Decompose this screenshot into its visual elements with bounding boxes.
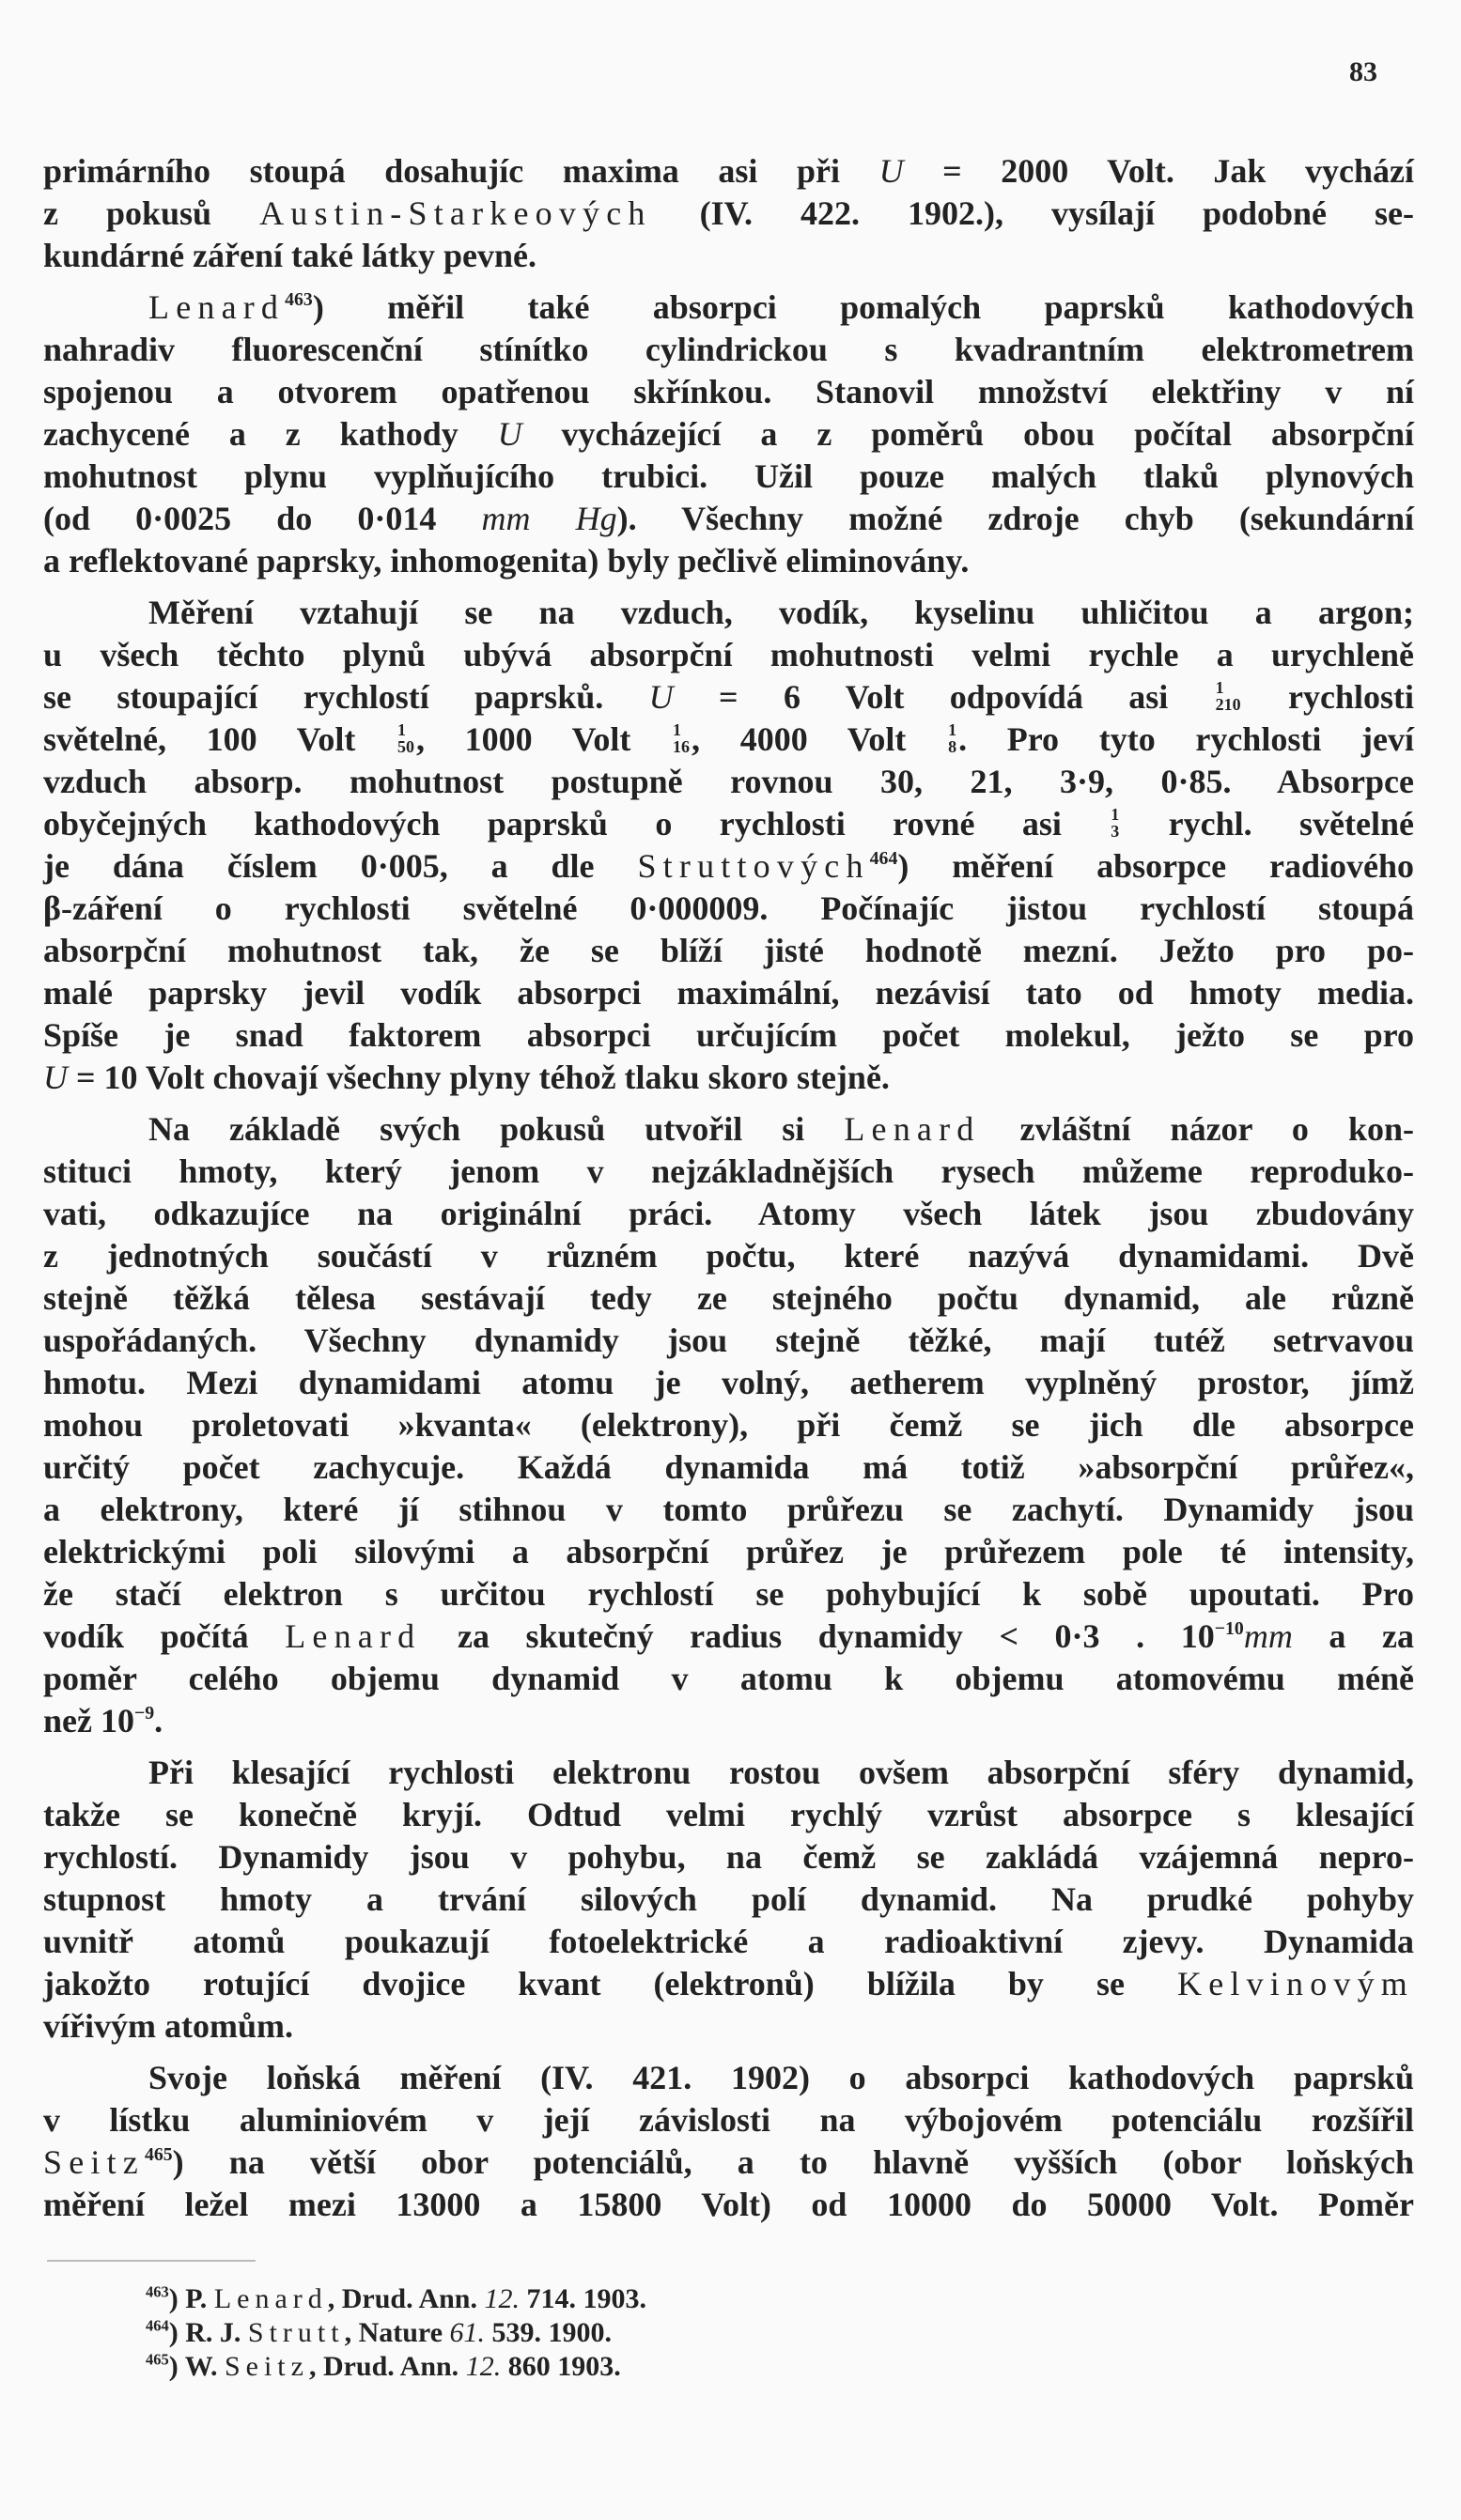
text-line <box>43 1108 1414 1151</box>
footnote-ref: 464 <box>869 848 898 870</box>
text-run: mohou proletovati »kvanta« (elektrony), při čemž se jich dle absorpce <box>43 1406 1414 1444</box>
spaced-name: Lenard <box>285 1617 422 1655</box>
text-run: ) měřil také absorpci pomalých paprsků kathodových <box>312 288 1414 326</box>
text-run: stejně těžká tělesa sestávají tedy ze stejného počtu dynamid, ale různě <box>43 1279 1414 1317</box>
text-run: obyčejných kathodových paprsků o rychlosti rovné asi <box>43 805 1110 843</box>
text-run: u všech těchto plynů ubývá absorpční mohutnosti velmi rychle a urychleně <box>43 636 1414 673</box>
spaced-name: Austin-Starkeových <box>259 194 652 232</box>
paragraph <box>43 592 1414 1099</box>
text-line <box>43 1878 1414 1921</box>
paragraph <box>43 150 1414 277</box>
fraction-numerator: 1 <box>397 719 406 739</box>
footnote-ref: −10 <box>1214 1618 1244 1640</box>
text-line <box>43 1057 1414 1099</box>
text-line <box>43 676 1414 719</box>
text-line <box>43 2057 1414 2099</box>
spaced-name: Strutt <box>247 2317 345 2348</box>
text-run: ). Všechny možné zdroje chyb (sekundární <box>616 500 1414 537</box>
text-line <box>43 1963 1414 2005</box>
text-line <box>43 1573 1414 1616</box>
text-run: Spíše je snad faktorem absorpci určujícím počet molekul, ježto se pro <box>43 1016 1414 1054</box>
text-line <box>43 1752 1414 1794</box>
text-line <box>43 286 1414 329</box>
fraction-numerator: 1 <box>948 719 957 739</box>
italic-text: U <box>497 415 522 453</box>
text-run: v lístku aluminiovém v její závislosti na výbojovém potenciálu rozšířil <box>43 2101 1414 2139</box>
text-line <box>43 1014 1414 1057</box>
text-line <box>43 2184 1414 2226</box>
paragraph <box>43 2057 1414 2226</box>
fraction-denominator: 210 <box>1215 694 1241 714</box>
text-line <box>43 592 1414 634</box>
fraction-denominator: 50 <box>397 736 414 756</box>
text-run: 860 1903. <box>501 2351 621 2382</box>
text-line <box>43 150 1414 193</box>
text-run: vycházející a z poměrů obou počítal absorpční <box>521 415 1415 453</box>
italic-text: mm <box>1243 1617 1293 1655</box>
footnote <box>146 2282 646 2316</box>
text-run: a reflektované paprsky, inhomogenita) byly pečlivě eliminovány. <box>43 542 970 580</box>
text-run: vodík počítá <box>43 1617 286 1655</box>
italic-text: U <box>43 1059 68 1096</box>
spaced-name: Kelvinovým <box>1177 1965 1414 2002</box>
text-run: = 6 Volt odpovídá asi <box>673 678 1214 716</box>
text-line <box>43 498 1414 540</box>
fraction-denominator: 3 <box>1111 821 1120 841</box>
text-run: poměr celého objemu dynamid v atomu k objemu atomovému méně <box>43 1660 1414 1697</box>
text-run: takže se konečně kryjí. Odtud velmi rychlý vzrůst absorpce s klesající <box>43 1796 1414 1833</box>
text-run: uvnitř atomů poukazují fotoelektrické a radioaktivní zjevy. Dynamida <box>43 1923 1414 1960</box>
text-run: rychl. světelné <box>1121 805 1415 843</box>
footnote-ref: −9 <box>133 1703 155 1724</box>
text-line <box>43 540 1414 582</box>
footnote-ref: 465 <box>146 2350 169 2369</box>
text-run: , Drud. Ann. <box>327 2283 485 2314</box>
text-run: spojenou a otvorem opatřenou skřínkou. Stanovil množství elektřiny v ní <box>43 373 1414 410</box>
text-run: a elektrony, které jí stihnou v tomto průřezu se zachytí. Dynamidy jsou <box>43 1491 1414 1528</box>
footnote-ref: 465 <box>144 2144 173 2166</box>
text-line <box>43 1836 1414 1878</box>
body-text <box>43 150 1414 2235</box>
text-run: zachycené a z kathody <box>43 415 498 453</box>
text-run: = 10 Volt chovají všechny plyny téhož tlaku skoro stejně. <box>68 1059 890 1096</box>
fraction-numerator: 1 <box>673 719 682 739</box>
text-line <box>43 1616 1414 1658</box>
text-line <box>43 1193 1414 1235</box>
text-line <box>43 972 1414 1014</box>
text-run: 714. 1903. <box>520 2283 646 2314</box>
text-run: β-záření o rychlosti světelné 0·000009. Počínajíc jistou rychlostí stoupá <box>43 889 1414 927</box>
text-line <box>43 1362 1414 1404</box>
text-line <box>43 456 1414 498</box>
fraction <box>397 721 414 755</box>
fraction <box>1216 679 1241 713</box>
text-line <box>43 235 1414 277</box>
text-run: malé paprsky jevil vodík absorpci maximální, nezávisí tato od hmoty media. <box>43 974 1414 1012</box>
text-run: ) P. <box>168 2283 214 2314</box>
footnote-ref: 463 <box>146 2282 169 2301</box>
text-run: a za <box>1292 1617 1414 1655</box>
fraction <box>948 721 956 755</box>
text-run: ) R. J. <box>168 2317 248 2348</box>
text-line <box>43 1794 1414 1836</box>
text-line <box>43 1921 1414 1963</box>
text-line <box>43 329 1414 371</box>
text-run: kundárné záření také látky pevné. <box>43 237 537 274</box>
text-run: že stačí elektron s určitou rychlostí se pohybující k sobě upoutati. Pro <box>43 1575 1414 1613</box>
text-run: určitý počet zachycuje. Každá dynamida má totiž »absorpční průřez«, <box>43 1448 1414 1486</box>
text-line <box>43 1489 1414 1531</box>
text-run: absorpční mohutnost tak, že se blíží jisté hodnotě mezní. Ježto pro po- <box>43 932 1414 969</box>
text-run: hmotu. Mezi dynamidami atomu je volný, aetherem vyplněný prostor, jímž <box>43 1364 1414 1401</box>
paragraph <box>43 286 1414 582</box>
text-run: = 2000 Volt. Jak vychází <box>903 152 1414 190</box>
footnote-ref: 463 <box>285 289 313 311</box>
footnote <box>146 2316 646 2350</box>
text-run: než 10 <box>43 1702 134 1739</box>
text-line <box>43 1277 1414 1320</box>
text-line <box>43 1320 1414 1362</box>
fraction-numerator: 1 <box>1111 804 1120 824</box>
italic-text: mm Hg <box>481 500 617 537</box>
text-run: rychlosti <box>1242 678 1415 716</box>
text-run: stituci hmoty, který jenom v nejzákladnějších rysech můžeme reproduko- <box>43 1152 1414 1190</box>
text-line <box>43 761 1414 803</box>
text-run: z jednotných součástí v různém počtu, které nazývá dynamidami. Dvě <box>43 1237 1414 1275</box>
footnote-ref: 464 <box>146 2316 169 2335</box>
text-run: (od 0·0025 do 0·014 <box>43 500 482 537</box>
text-line <box>43 193 1414 235</box>
text-line <box>43 845 1414 888</box>
spaced-name: Lenard <box>213 2283 328 2314</box>
text-run: zvláštní názor o kon- <box>980 1110 1414 1148</box>
text-line <box>43 2005 1414 2048</box>
text-run: , 4000 Volt <box>692 720 947 758</box>
italic-text: 12. <box>484 2283 520 2314</box>
text-line <box>43 1235 1414 1277</box>
paragraph <box>43 1108 1414 1742</box>
text-run: Na základě svých pokusů utvořil si <box>148 1110 845 1148</box>
fraction-denominator: 16 <box>673 736 691 756</box>
text-run: světelné, 100 Volt <box>43 720 396 758</box>
text-run: se stoupající rychlostí paprsků. <box>43 678 649 716</box>
text-line <box>43 2141 1414 2184</box>
text-run: , Nature <box>344 2317 450 2348</box>
text-run: ) na větší obor potenciálů, a to hlavně vyšších (obor loňských <box>172 2143 1414 2181</box>
italic-text: U <box>878 152 904 190</box>
italic-text: 61. <box>449 2317 486 2348</box>
text-line <box>43 1404 1414 1446</box>
text-run: uspořádaných. Všechny dynamidy jsou stejně těžké, mají tutéž setrvavou <box>43 1322 1414 1359</box>
text-line <box>43 1151 1414 1193</box>
text-run: je dána číslem 0·005, a dle <box>43 847 638 885</box>
footnotes <box>146 2282 646 2384</box>
text-run: nahradiv fluorescenční stínítko cylindrickou s kvadrantním elektrometrem <box>43 331 1414 368</box>
text-run: (IV. 422. 1902.), vysílají podobné se- <box>651 194 1415 232</box>
text-run: Při klesající rychlosti elektronu rostou ovšem absorpční sféry dynamid, <box>148 1754 1414 1791</box>
text-line <box>43 634 1414 676</box>
paragraph <box>43 1752 1414 2048</box>
text-run: vířivým atomům. <box>43 2007 293 2045</box>
text-run: měření ležel mezi 13000 a 15800 Volt) od 10000 do 50000 Volt. Poměr <box>43 2186 1414 2223</box>
text-run: Měření vztahují se na vzduch, vodík, kyselinu uhličitou a argon; <box>148 594 1414 631</box>
spaced-name: Seitz <box>224 2351 309 2382</box>
italic-text: 12. <box>465 2351 502 2382</box>
text-run: , 1000 Volt <box>416 720 672 758</box>
fraction-numerator: 1 <box>1215 677 1224 697</box>
text-run: jakožto rotující dvojice kvant (elektronů) blížila by se <box>43 1965 1178 2002</box>
text-run: z pokusů <box>43 194 260 232</box>
fraction <box>673 721 690 755</box>
spaced-name: Lenard <box>844 1110 981 1148</box>
italic-text: U <box>648 678 674 716</box>
fraction-denominator: 8 <box>948 736 957 756</box>
text-run: . <box>154 1702 163 1739</box>
text-line <box>43 413 1414 456</box>
text-run: ) měření absorpce radiového <box>897 847 1414 885</box>
footnote <box>146 2350 646 2384</box>
text-run: ) W. <box>168 2351 225 2382</box>
text-line <box>43 803 1414 845</box>
spaced-name: Seitz <box>43 2143 145 2181</box>
text-line <box>43 1446 1414 1489</box>
text-line <box>43 888 1414 930</box>
footnote-divider <box>47 2260 256 2262</box>
text-run: Svoje loňská měření (IV. 421. 1902) o absorpci kathodových paprsků <box>148 2059 1414 2096</box>
text-line <box>43 1658 1414 1700</box>
text-run: 539. 1900. <box>485 2317 613 2348</box>
text-line <box>43 1700 1414 1742</box>
spaced-name: Struttových <box>637 847 870 885</box>
text-run: vzduch absorp. mohutnost postupně rovnou 30, 21, 3·9, 0·85. Absorpce <box>43 763 1414 800</box>
text-line <box>43 1531 1414 1573</box>
text-run: primárního stoupá dosahujíc maxima asi při <box>43 152 879 190</box>
text-run: elektrickými poli silovými a absorpční průřez je průřezem pole té intensity, <box>43 1533 1414 1570</box>
text-line <box>43 719 1414 761</box>
page-number: 83 <box>1349 56 1377 87</box>
text-line <box>43 930 1414 972</box>
spaced-name: Lenard <box>148 288 286 326</box>
text-run: , Drud. Ann. <box>308 2351 466 2382</box>
text-run: mohutnost plynu vyplňujícího trubici. Užil pouze malých tlaků plynových <box>43 457 1414 495</box>
text-run: vati, odkazujíce na originální práci. Atomy všech látek jsou zbudovány <box>43 1195 1414 1232</box>
text-line <box>43 371 1414 413</box>
fraction <box>1111 806 1119 840</box>
text-line <box>43 2099 1414 2141</box>
text-run: . Pro tyto rychlosti jeví <box>958 720 1414 758</box>
text-run: stupnost hmoty a trvání silových polí dynamid. Na prudké pohyby <box>43 1880 1414 1918</box>
text-run: za skutečný radius dynamidy < 0·3 . 10 <box>421 1617 1215 1655</box>
text-run: rychlostí. Dynamidy jsou v pohybu, na čemž se zakládá vzájemná nepro- <box>43 1838 1414 1876</box>
